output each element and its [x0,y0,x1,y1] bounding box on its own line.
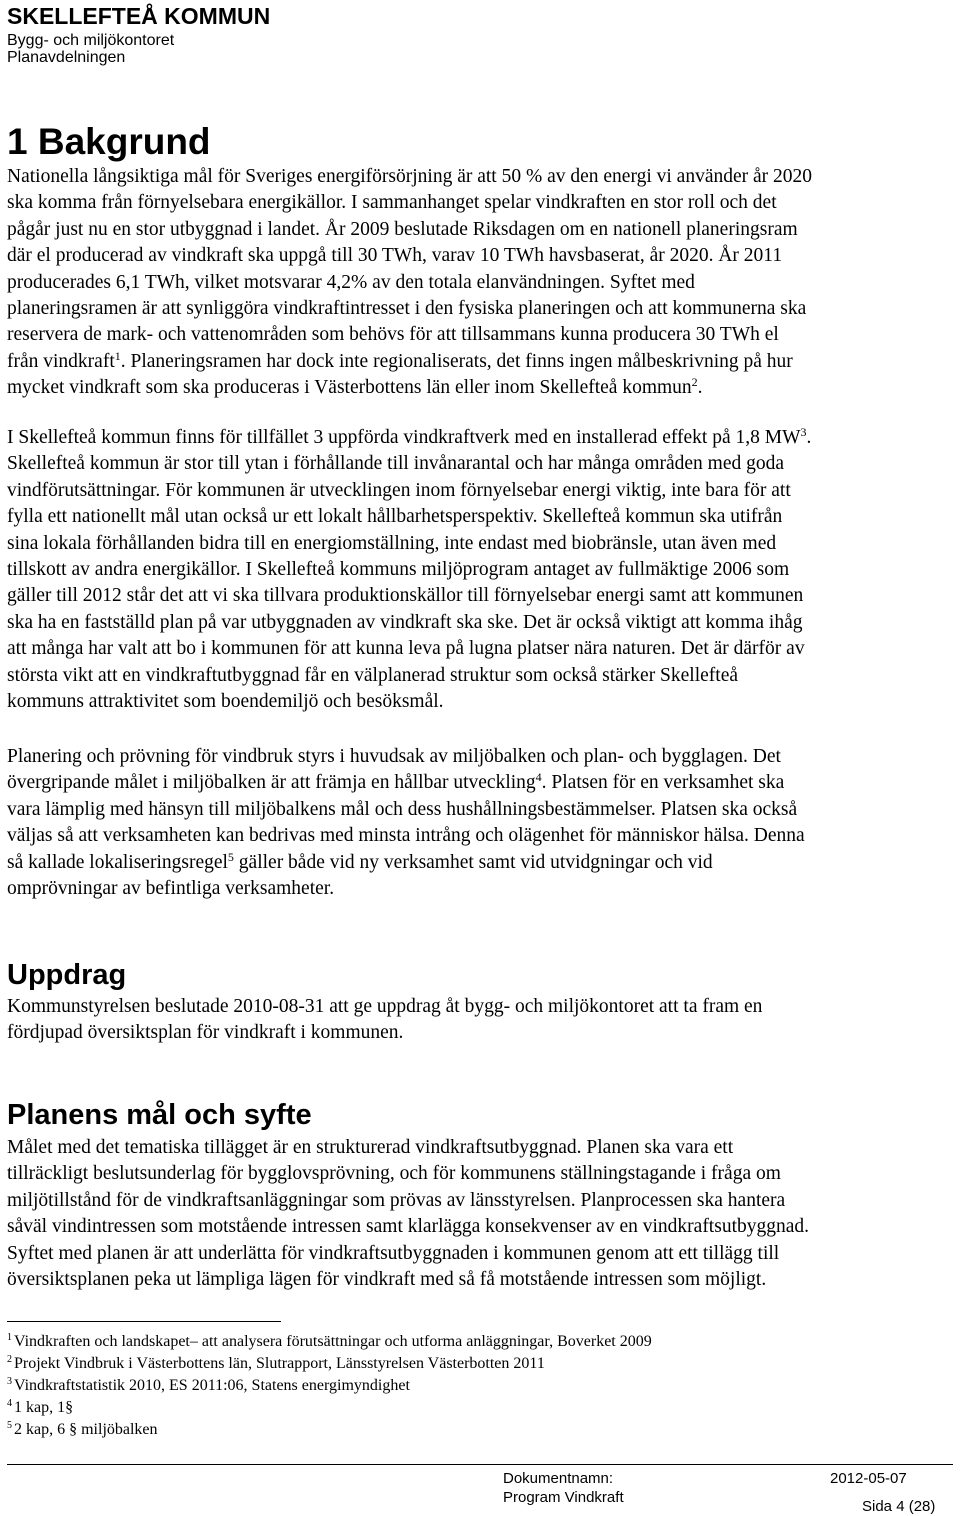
text-line: sina lokala förhållanden bidra till en energiomställning, inte endast med biobränsle, utan även med [7,532,777,554]
text-line: producerades 6,1 TWh, vilket motsvarar 4,2% av den totala elanvändningen. Syftet med [7,271,695,293]
text-line: Planering och prövning för vindbruk styrs i huvudsak av miljöbalken och plan- och bygglagen. Det [7,746,781,767]
text-segment: mycket vindkraft som ska produceras i Västerbottens län eller inom Skellefteå kommun [7,377,692,399]
footnote [7,1397,652,1419]
text-line: där el producerad av vindkraft ska uppgå till 30 TWh, varav 10 TWh havsbaserat, år 2020. År 2011 [7,245,783,267]
text-segment: så kallade lokaliseringsregel [7,851,228,873]
footnote-number: 4 [7,1398,12,1409]
text-line: tillräckligt beslutsunderlag för bygglovsprövning, och för kommunens ställningstagande i fråga om [7,1163,781,1185]
department-name: Bygg- och miljökontoret [7,32,175,49]
footnote-number: 2 [7,1354,12,1365]
paragraph-bakgrund-2 [7,425,953,715]
page-number: Sida 4 (28) [862,1498,936,1515]
footnote [7,1419,652,1441]
text-line: miljötillstånd för de vindkraftsanläggningar som prövas av länsstyrelsen. Planprocessen ska hantera [7,1189,786,1211]
text-segment: . Planeringsramen har dock inte regionaliserats, det finns ingen målbeskrivning på hur [120,350,793,372]
text-segment: från vindkraft [7,350,115,372]
text-segment: I Skellefteå kommun finns för tillfället 3 uppförda vindkraftverk med en installerad effekt på 1,8 MW [7,427,801,448]
footnote-ref[interactable]: 4 [535,770,542,785]
text-line [7,770,953,796]
footnotes [7,1331,652,1441]
text-segment: . [697,377,703,399]
text-line: att många har valt att bo i kommunen för att kunna leva på lugna platser nära naturen. Det är därför av [7,638,805,660]
text-line: pågår just nu en stor utbyggnad i landet. År 2009 beslutade Riksdagen om en nationell planeringsram [7,218,798,240]
text-segment: gäller både vid ny verksamhet samt vid utvidgningar och vid [233,851,713,873]
text-line: Skellefteå kommun är stor till ytan i förhållande till invånarantal och har många områden med goda [7,453,785,475]
footnote-number: 3 [7,1376,12,1387]
text-line [7,850,953,876]
text-line: ska ha en fastställd plan på var utbyggnaden av vindkraft ska ske. Det är också viktigt att komma ihåg [7,611,803,633]
footnote-text: Projekt Vindbruk i Västerbottens län, Slutrapport, Länsstyrelsen Västerbotten 2011 [14,1355,545,1372]
text-line [7,425,953,451]
footnote [7,1331,652,1353]
footnote-ref[interactable]: 3 [800,425,807,439]
paragraph-planens-mal [7,1135,953,1293]
text-line: planeringsramen är att synliggöra vindkraftintresset i den fysiska planeringen och att kommunerna ska [7,298,807,320]
text-line: vindförutsättningar. För kommunen är utvecklingen inom förnyelsebar energi viktig, inte bara för att [7,479,791,501]
text-line: vara lämplig med hänsyn till miljöbalkens mål och dess hushållningsbestämmelser. Platsen ska också [7,798,798,820]
text-segment: övergripande målet i miljöbalken är att främja en hållbar utveckling [7,772,536,794]
text-line: ska komma från förnyelsebara energikällor. I sammanhanget spelar vindkraften en stor roll och det [7,192,777,214]
footnote-ref[interactable]: 5 [227,849,234,864]
text-line: Syftet med planen är att underlätta för vindkraftsutbyggnaden i kommunen genom att ett tillägg till [7,1242,780,1264]
text-line: fördjupad översiktsplan för vindkraft i kommunen. [7,1022,404,1044]
text-line: fylla ett nationellt mål utan också ur ett lokalt hållbarhetsperspektiv. Skellefteå kommun ska utifrån [7,506,783,528]
footnote-ref[interactable]: 1 [114,348,121,363]
text-line: väljas så att verksamheten kan bedrivas med minsta intrång och olägenhet för människor hälsa. Denna [7,825,805,847]
document-name-value: Program Vindkraft [503,1489,624,1506]
text-line: Kommunstyrelsen beslutade 2010-08-31 att ge uppdrag åt bygg- och miljökontoret att ta fram en [7,996,763,1017]
text-line: tillskott av andra energikällor. I Skellefteå kommuns miljöprogram antaget av fullmäktige 2006 som [7,559,790,581]
document-date: 2012-05-07 [830,1470,907,1487]
text-line: Nationella långsiktiga mål för Sveriges energiförsörjning är att 50 % av den energi vi använder år 2020 [7,166,813,187]
document-name-label: Dokumentnamn: [503,1470,614,1487]
text-line: översiktsplanen peka ut lämpliga lägen för vindkraft med så få motstående intressen som möjligt. [7,1269,767,1291]
text-segment: . [806,427,812,448]
paragraph-uppdrag [7,994,953,1047]
paragraph-bakgrund-1 [7,164,953,402]
text-line: gäller till 2012 står det att vi ska tillvara produktionskällor till förnyelsebar energi samt att kommunen [7,585,804,607]
text-line [7,349,953,375]
footer-divider [7,1464,953,1465]
text-line [7,375,953,401]
footnote-text: Vindkraftstatistik 2010, ES 2011:06, Statens energimyndighet [14,1377,410,1394]
section-heading-bakgrund: 1 Bakgrund [7,121,211,162]
text-line: största vikt att en vindkraftutbyggnad får en välplanerad struktur som också stärker Skellefteå [7,664,739,686]
unit-name: Planavdelningen [7,49,126,66]
footnote-ref[interactable]: 2 [691,375,698,390]
footnote-number: 1 [7,1332,12,1343]
text-segment: . Platsen för en verksamhet ska [541,772,785,794]
footnote-number: 5 [7,1420,12,1431]
text-line: Målet med det tematiska tillägget är en strukturerad vindkraftsutbyggnad. Planen ska vara ett [7,1137,734,1158]
footnote-text: 2 kap, 6 § miljöbalken [14,1421,158,1438]
footnote [7,1375,652,1397]
footnote-divider [7,1321,281,1322]
footnote [7,1353,652,1375]
text-line: kommuns attraktivitet som boendemiljö och besöksmål. [7,691,444,713]
footnote-text: 1 kap, 1§ [14,1399,74,1416]
footnote-text: Vindkraften och landskapet– att analysera förutsättningar och utforma anläggningar, Boverket 2009 [14,1333,652,1350]
organization-name: SKELLEFTEÅ KOMMUN [7,3,271,29]
text-line: såväl vindintressen som motstående intressen samt klarlägga konsekvenser av en vindkraftsutbyggnad. [7,1216,810,1238]
text-line: omprövningar av befintliga verksamheter. [7,878,335,900]
paragraph-bakgrund-3 [7,744,953,902]
text-line: reservera de mark- och vattenområden som behövs för att tillsammans kunna producera 30 TWh el [7,324,779,346]
section-heading-planens-mal: Planens mål och syfte [7,1099,312,1131]
section-heading-uppdrag: Uppdrag [7,959,127,991]
